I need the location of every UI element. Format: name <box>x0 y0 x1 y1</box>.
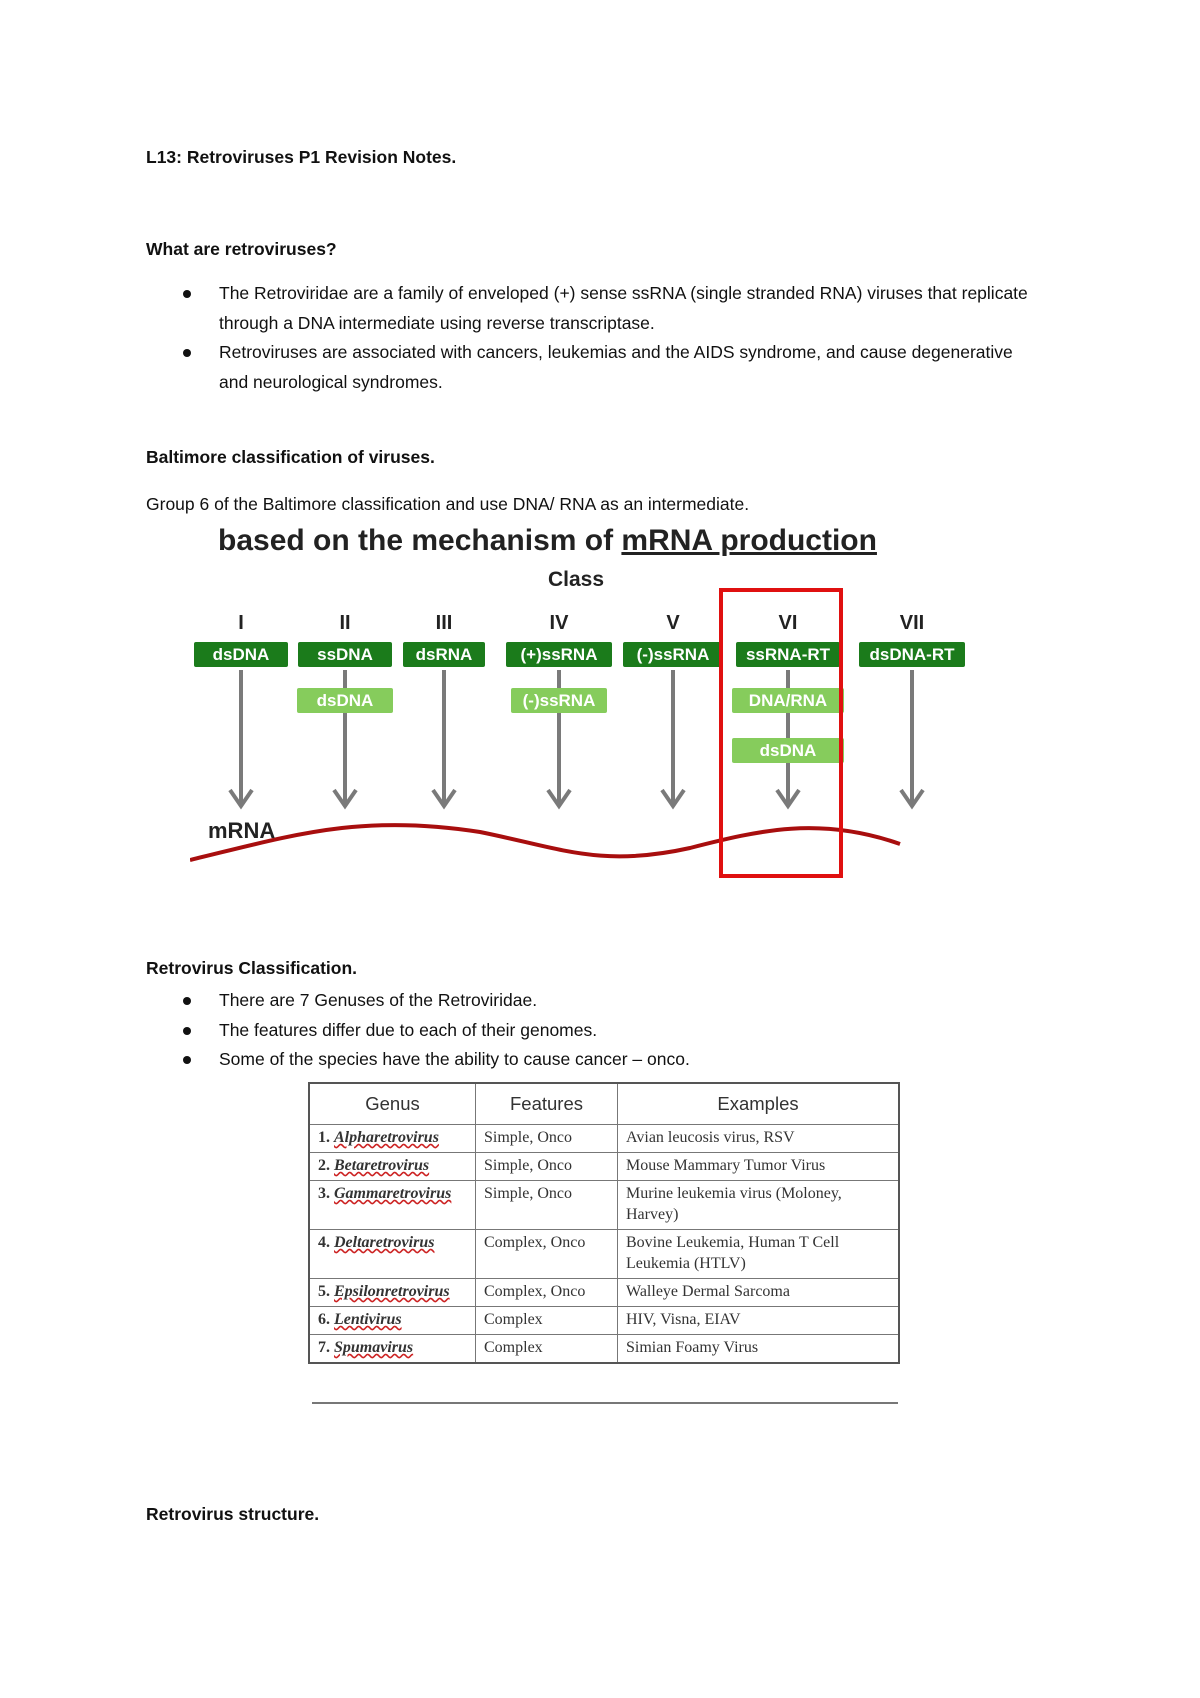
genus-name: Alpharetrovirus <box>334 1129 439 1146</box>
genus-name: Spumavirus <box>334 1339 414 1356</box>
examples-cell: Mouse Mammary Tumor Virus <box>618 1153 900 1181</box>
classification-bullet-list <box>146 986 1046 1075</box>
table-row <box>309 1307 899 1335</box>
list-item <box>146 1045 1046 1075</box>
bullet-text: Retroviruses are associated with cancers, leukemias and the AIDS syndrome, and cause degenerative and neurological syndromes. <box>219 342 1013 392</box>
genus-cell <box>309 1335 476 1364</box>
bullet-text: The features differ due to each of their genomes. <box>219 1019 598 1040</box>
class-numeral: IV <box>549 612 569 634</box>
examples-cell: Simian Foamy Virus <box>618 1335 900 1364</box>
genus-number: 3. <box>318 1185 330 1202</box>
diagram-title-underlined: mRNA production <box>621 524 877 557</box>
genus-cell <box>309 1153 476 1181</box>
examples-cell: Bovine Leukemia, Human T Cell Leukemia (HTLV) <box>618 1230 900 1279</box>
table-row <box>309 1230 899 1279</box>
genus-name: Gammaretrovirus <box>334 1185 452 1202</box>
class-numeral: II <box>339 612 351 634</box>
features-cell: Simple, Onco <box>476 1153 618 1181</box>
mrna-label: mRNA <box>208 818 276 843</box>
diagram-title <box>218 524 877 558</box>
genus-table <box>308 1082 900 1364</box>
features-cell: Simple, Onco <box>476 1181 618 1230</box>
class-numeral: I <box>238 612 244 634</box>
features-cell: Simple, Onco <box>476 1125 618 1153</box>
genus-cell <box>309 1307 476 1335</box>
bullet-text: Some of the species have the ability to cause cancer – onco. <box>219 1049 690 1069</box>
genus-number: 2. <box>318 1157 330 1174</box>
class-numeral: VII <box>899 612 925 634</box>
genus-number: 7. <box>318 1339 330 1356</box>
table-row <box>309 1181 899 1230</box>
section-heading-structure: Retrovirus structure. <box>146 1504 320 1524</box>
genus-name: Deltaretrovirus <box>334 1234 435 1251</box>
features-cell: Complex <box>476 1335 618 1364</box>
diagram-class-label: Class <box>548 568 605 591</box>
intermediate-box: DNA/RNA <box>732 688 844 713</box>
intermediate-box: (-)ssRNA <box>511 688 607 713</box>
bullet-icon <box>183 997 191 1005</box>
features-cell: Complex, Onco <box>476 1230 618 1279</box>
genus-table-body <box>309 1125 899 1364</box>
genome-box: (+)ssRNA <box>506 642 612 667</box>
genus-name: Epsilonretrovirus <box>334 1283 450 1300</box>
class-numeral: V <box>666 612 680 634</box>
examples-cell: HIV, Visna, EIAV <box>618 1307 900 1335</box>
table-row <box>309 1125 899 1153</box>
genus-number: 1. <box>318 1129 330 1146</box>
list-item <box>146 338 1046 397</box>
genus-cell <box>309 1230 476 1279</box>
genome-box: ssRNA-RT <box>736 642 840 667</box>
genus-name: Betaretrovirus <box>334 1157 430 1174</box>
baltimore-diagram <box>190 518 990 888</box>
bullet-icon <box>183 349 191 357</box>
table-header-features: Features <box>476 1083 618 1125</box>
genus-cell <box>309 1181 476 1230</box>
list-item <box>146 1016 1046 1046</box>
intermediate-box: dsDNA <box>732 738 844 763</box>
genus-number: 4. <box>318 1234 330 1251</box>
diagram-title-prefix: based on the mechanism of <box>218 524 622 557</box>
baltimore-intro-text: Group 6 of the Baltimore classification and use DNA/ RNA as an intermediate. <box>146 494 750 514</box>
features-cell: Complex, Onco <box>476 1279 618 1307</box>
bullet-icon <box>183 1056 191 1064</box>
intermediate-box: dsDNA <box>297 688 393 713</box>
genus-name: Lentivirus <box>334 1311 402 1328</box>
genome-box: dsDNA <box>194 642 288 667</box>
genome-box: ssDNA <box>298 642 392 667</box>
class-numeral: III <box>435 612 453 634</box>
bullet-icon <box>183 1027 191 1035</box>
examples-cell: Walleye Dermal Sarcoma <box>618 1279 900 1307</box>
bullet-icon <box>183 290 191 298</box>
features-cell: Complex <box>476 1307 618 1335</box>
examples-cell: Avian leucosis virus, RSV <box>618 1125 900 1153</box>
intro-bullet-list <box>146 279 1046 397</box>
table-header-genus: Genus <box>309 1083 476 1125</box>
genus-cell <box>309 1125 476 1153</box>
class-numeral: VI <box>778 612 798 634</box>
section-heading-retro-classification: Retrovirus Classification. <box>146 958 358 978</box>
table-row <box>309 1279 899 1307</box>
table-bottom-rule <box>312 1402 898 1404</box>
examples-cell: Murine leukemia virus (Moloney, Harvey) <box>618 1181 900 1230</box>
page-title: L13: Retroviruses P1 Revision Notes. <box>146 147 457 167</box>
table-row <box>309 1153 899 1181</box>
highlight-box-class-vi <box>719 588 843 878</box>
bullet-text: The Retroviridae are a family of enveloped (+) sense ssRNA (single stranded RNA) viruses that replicate through a DNA intermediate using reverse transcriptase. <box>219 283 1028 333</box>
genus-cell <box>309 1279 476 1307</box>
section-heading-baltimore: Baltimore classification of viruses. <box>146 447 435 467</box>
table-header-examples: Examples <box>618 1083 900 1125</box>
table-row <box>309 1335 899 1364</box>
genus-number: 5. <box>318 1283 330 1300</box>
list-item <box>146 986 1046 1016</box>
bullet-text: There are 7 Genuses of the Retroviridae. <box>219 990 538 1010</box>
genome-box: (-)ssRNA <box>623 642 723 667</box>
table-header-row <box>309 1083 899 1125</box>
section-heading-what-are: What are retroviruses? <box>146 239 337 259</box>
genome-box: dsRNA <box>403 642 485 667</box>
list-item <box>146 279 1046 338</box>
genus-number: 6. <box>318 1311 330 1328</box>
genome-box: dsDNA-RT <box>859 642 965 667</box>
